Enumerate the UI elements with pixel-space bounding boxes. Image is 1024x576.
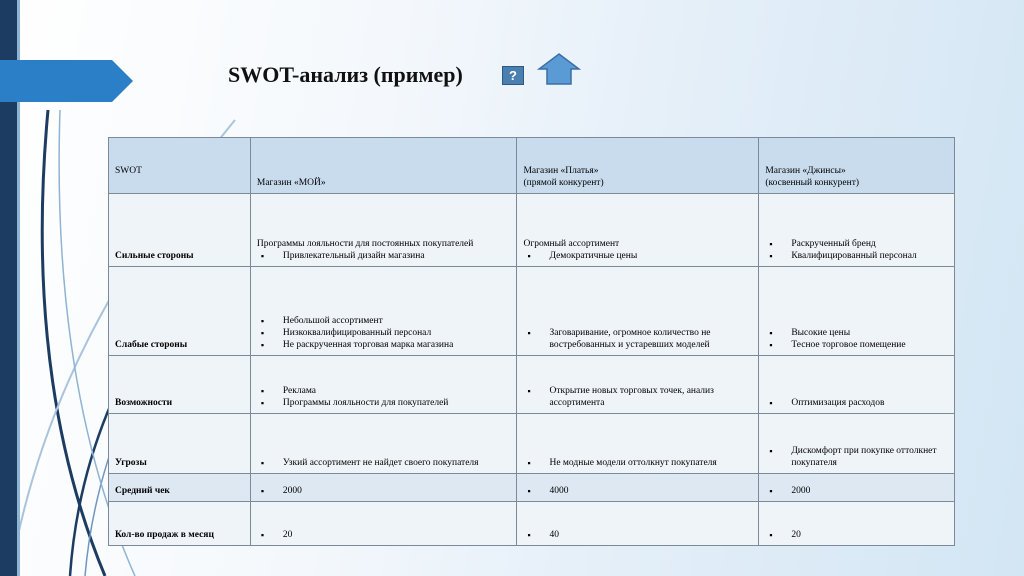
slide-title: SWOT-анализ (пример) <box>228 62 463 87</box>
row-label: Сильные стороны <box>109 194 251 267</box>
table-cell <box>759 414 955 474</box>
list-item: ▪ 20 <box>257 529 511 541</box>
table-cell <box>759 356 955 414</box>
table-cell <box>517 267 759 356</box>
row-label: Средний чек <box>109 474 251 502</box>
table-cell <box>250 414 517 474</box>
list-item: ▪ Демократичные цены <box>523 250 752 262</box>
table-row <box>109 474 955 502</box>
list-item: ▪ Не модные модели оттолкнут покупателя <box>523 457 752 469</box>
row-label: Кол-во продаж в месяц <box>109 502 251 546</box>
list-item: ▪ Открытие новых торговых точек, анализ ассортимента <box>523 385 752 409</box>
list-item: ▪ 4000 <box>523 485 752 497</box>
swot-table <box>108 137 955 546</box>
list-item: ▪ Оптимизация расходов <box>765 397 948 409</box>
table-header-row <box>109 138 955 194</box>
table-cell: Программы лояльности для постоянных покупателей ▪ Привлекательный дизайн магазина <box>250 194 517 267</box>
row-label: Угрозы <box>109 414 251 474</box>
help-icon[interactable]: ? <box>502 66 524 85</box>
header-cell-jeans: Магазин «Джинсы» (косвенный конкурент) <box>759 138 955 194</box>
table-cell <box>250 267 517 356</box>
list-item: ▪ Высокие цены <box>765 327 948 339</box>
list-item: ▪ Реклама <box>257 385 511 397</box>
home-up-arrow-icon[interactable] <box>537 53 581 85</box>
row-label: Возможности <box>109 356 251 414</box>
table-row <box>109 267 955 356</box>
list-item: ▪ Тесное торговое помещение <box>765 339 948 351</box>
list-item: ▪ Низкоквалифицированный персонал <box>257 327 511 339</box>
table-row <box>109 414 955 474</box>
table-cell <box>250 502 517 546</box>
table-cell: Огромный ассортимент ▪ Демократичные цены <box>517 194 759 267</box>
list-item: ▪ Привлекательный дизайн магазина <box>257 250 511 262</box>
row-label: Слабые стороны <box>109 267 251 356</box>
table-cell <box>759 194 955 267</box>
table-cell <box>250 356 517 414</box>
table-row <box>109 356 955 414</box>
list-item: ▪ 40 <box>523 529 752 541</box>
table-cell <box>517 502 759 546</box>
table-cell <box>250 474 517 502</box>
list-item: ▪ Узкий ассортимент не найдет своего покупателя <box>257 457 511 469</box>
table-cell <box>759 474 955 502</box>
header-cell-my-store: Магазин «МОЙ» <box>250 138 517 194</box>
table-cell <box>517 414 759 474</box>
list-item: ▪ Квалифицированный персонал <box>765 250 948 262</box>
table-row <box>109 194 955 267</box>
table-cell <box>517 356 759 414</box>
list-item: ▪ Небольшой ассортимент <box>257 315 511 327</box>
list-item: ▪ 2000 <box>765 485 948 497</box>
table-cell <box>517 474 759 502</box>
header-cell-dresses: Магазин «Платья» (прямой конкурент) <box>517 138 759 194</box>
list-item: ▪ 20 <box>765 529 948 541</box>
table-cell <box>759 502 955 546</box>
list-item: ▪ Программы лояльности для покупателей <box>257 397 511 409</box>
header-cell-swot: SWOT <box>109 138 251 194</box>
list-item: ▪ Раскрученный бренд <box>765 238 948 250</box>
table-cell <box>759 267 955 356</box>
list-item: ▪ 2000 <box>257 485 511 497</box>
list-item: ▪ Заговаривание, огромное количество не востребованных и устаревших моделей <box>523 327 752 351</box>
table-row <box>109 502 955 546</box>
list-item: ▪ Дискомфорт при покупке оттолкнет покупателя <box>765 445 948 469</box>
title-tab-arrow <box>0 60 133 102</box>
list-item: ▪ Не раскрученная торговая марка магазина <box>257 339 511 351</box>
